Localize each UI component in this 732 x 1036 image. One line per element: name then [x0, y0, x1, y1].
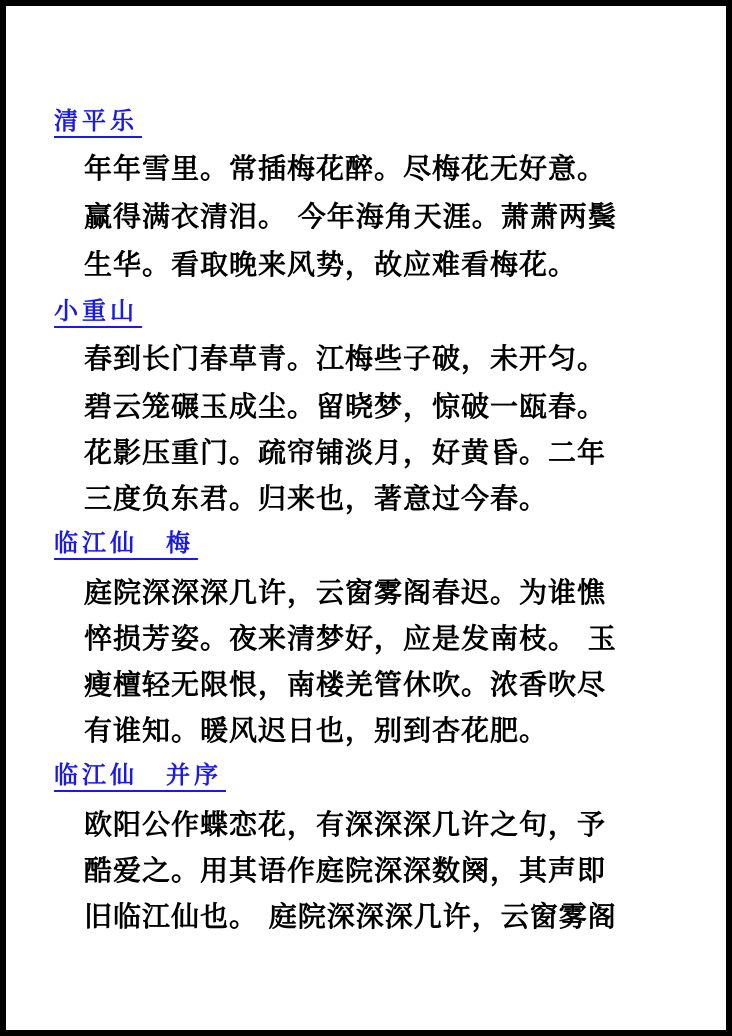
poem-line: 悴损芳姿。夜来清梦好，应是发南枝。 玉 [84, 622, 617, 655]
poem-line: 有谁知。暖风迟日也，别到杏花肥。 [84, 714, 549, 747]
poem-line: 年年雪里。常插梅花醉。尽梅花无好意。 [84, 152, 607, 185]
poem-line: 庭院深深深几许，云窗雾阁春迟。为谁憔 [84, 576, 607, 609]
poem-line: 春到长门春草青。江梅些子破，未开匀。 [84, 342, 607, 375]
poem-title: 小重山 [54, 296, 142, 328]
poem-line: 酷爱之。用其语作庭院深深数阕，其声即 [84, 854, 607, 887]
poem-line: 瘦檀轻无限恨，南楼羌管休吹。浓香吹尽 [84, 668, 607, 701]
poem-line: 旧临江仙也。 庭院深深深几许，云窗雾阁 [84, 900, 617, 933]
poem-line: 赢得满衣清泪。 今年海角天涯。萧萧两鬓 [84, 200, 617, 233]
poem-line: 欧阳公作蝶恋花，有深深深几许之句，予 [84, 808, 607, 841]
poem-line: 碧云笼碾玉成尘。留晓梦，惊破一瓯春。 [84, 390, 607, 423]
poem-title: 临江仙 梅 [54, 528, 198, 560]
poem-line: 花影压重门。疏帘铺淡月，好黄昏。二年 [84, 436, 607, 469]
poem-line: 三度负东君。归来也，著意过今春。 [84, 482, 549, 515]
poem-title: 清平乐 [54, 106, 142, 138]
poem-line: 生华。看取晚来风势，故应难看梅花。 [84, 248, 578, 281]
poem-title: 临江仙 并序 [54, 760, 226, 792]
